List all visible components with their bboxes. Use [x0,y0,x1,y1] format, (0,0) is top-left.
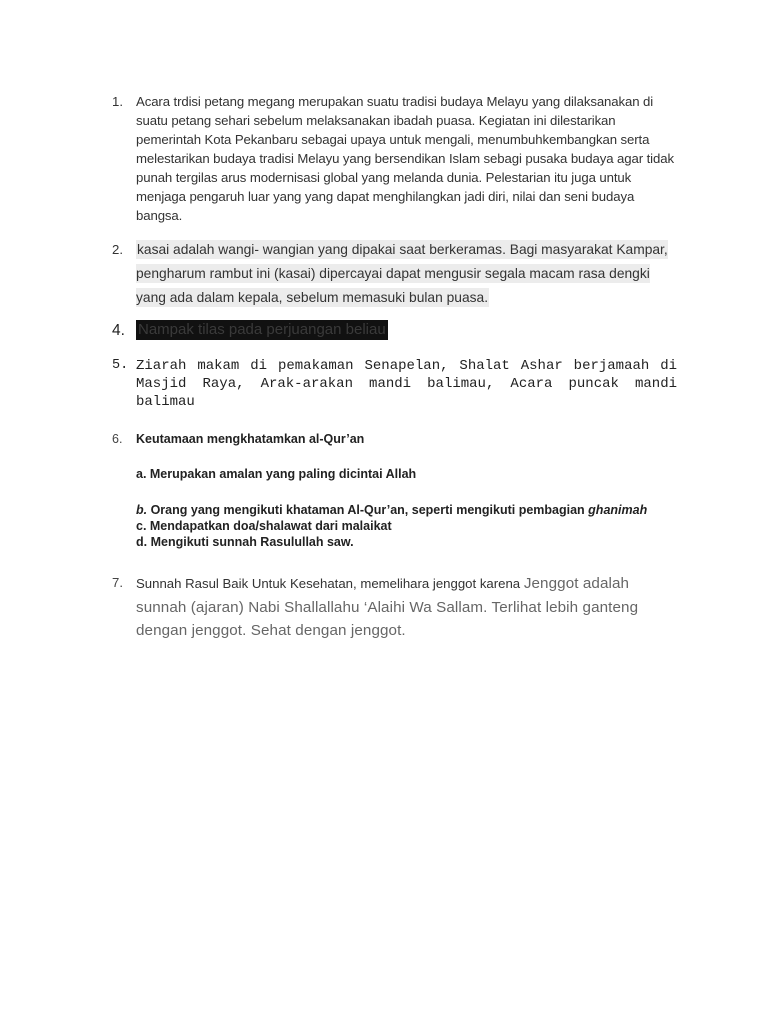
item-number: 7. [112,575,123,590]
item-number: 1. [112,94,123,109]
option-b-text: Orang yang mengikuti khataman Al-Qur’an, seperti mengikuti pembagian [147,503,589,517]
option-c: c. Mendapatkan doa/shalawat dari malaikat [136,519,392,533]
option-a: a. Merupakan amalan yang paling dicintai Allah [136,467,417,481]
item-text: Ziarah makam di pemakaman Senapelan, Shalat Ashar berjamaah di Masjid Raya, Arak-arakan mandi balimau, Acara puncak mandi balimau [136,358,677,410]
options-list [136,502,696,550]
item-number: 6. [112,432,123,446]
option-d: d. Mengikuti sunnah Rasulullah saw. [136,535,354,549]
redacted-text: Nampak tilas pada perjuangan beliau [138,321,386,338]
item-number: 4. [112,322,125,339]
option-b-emphasis: ghanimah [588,503,648,517]
item-text-tail: Jenggot adalah sunnah (ajaran) Nabi Shallallahu ‘Alaihi Wa Sallam. Terlihat lebih ganteng dengan jenggot. Sehat dengan jenggot. [136,575,639,639]
item-heading: Keutamaan mengkhatamkan al-Qur’an [136,432,365,446]
item-text: Acara trdisi petang megang merupakan suatu tradisi budaya Melayu yang dilaksanakan di suatu petang sehari sebelum melaksanakan ibadah puasa. Kegiatan ini dilestarikan pemerintah Kota Pekanbaru sebagai upaya untuk mengali, menumbuhkembangkan serta melestarikan budaya tradisi Melayu yang bersendikan Islam sebagi pusaka budaya agar tidak punah tergilas arus modernisasi global yang melanda dunia. Pelestarian itu juga untuk menjaga pengaruh luar yang yang dapat menghilangkan jadi diri, nilai dan seni budaya bangsa. [136,94,674,223]
item-text-container [136,572,676,643]
option-b [136,502,696,518]
item-text-container [136,238,676,310]
item-number: 5. [112,358,129,373]
item-number: 2. [112,242,123,257]
highlighted-text: kasai adalah wangi- wangian yang dipakai saat berkeramas. Bagi masyarakat Kampar, pengharum rambut ini (kasai) dipercayai dapat mengusir segala macam rasa dengki yang ada dalam kepala, sebelum memasuki bulan puasa. [136,242,668,305]
item-text-lead: Sunnah Rasul Baik Untuk Kesehatan, memelihara jenggot karena [136,576,524,591]
option-b-prefix: b. [136,503,148,517]
item-text-container [136,320,676,340]
